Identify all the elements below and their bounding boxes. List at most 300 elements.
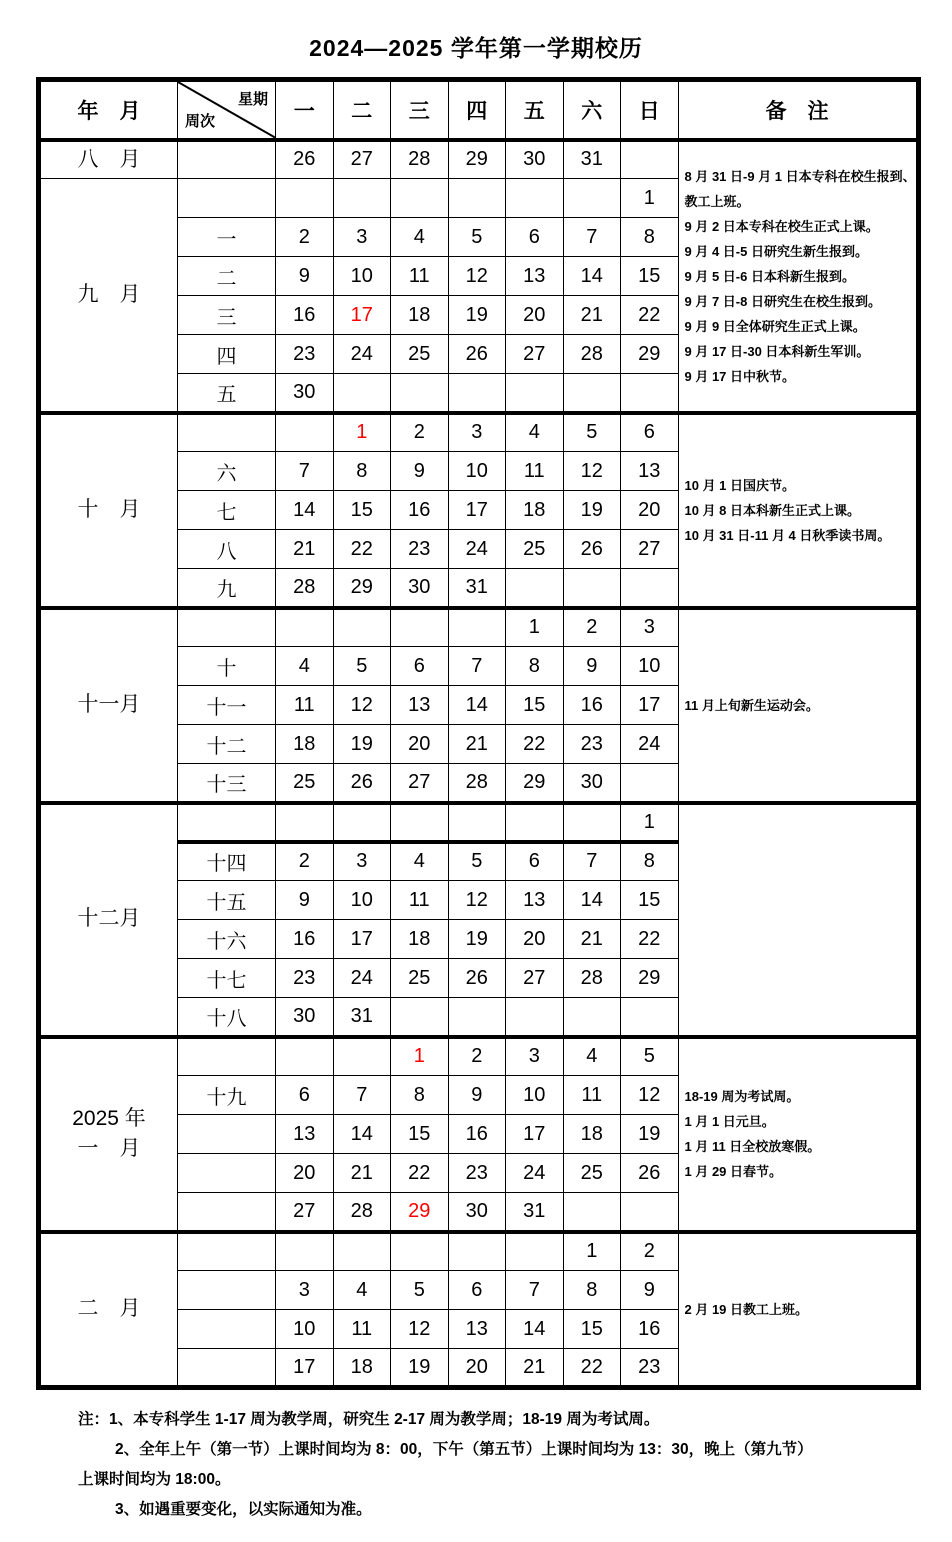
date-cell: 21	[563, 296, 621, 335]
date-cell: 15	[506, 686, 564, 725]
week-number-cell	[178, 1037, 276, 1076]
header-week-diagonal-cell	[178, 80, 276, 140]
date-cell: 11	[563, 1076, 621, 1115]
week-number-cell: 六	[178, 452, 276, 491]
date-cell: 11	[506, 452, 564, 491]
date-cell: 31	[448, 569, 506, 608]
date-cell	[391, 1232, 449, 1271]
date-cell: 9	[391, 452, 449, 491]
date-cell: 3	[448, 413, 506, 452]
week-number-cell: 十三	[178, 764, 276, 803]
date-cell: 24	[333, 335, 391, 374]
date-cell: 19	[448, 920, 506, 959]
week-number-cell: 十九	[178, 1076, 276, 1115]
date-cell: 25	[391, 959, 449, 998]
date-cell: 18	[333, 1349, 391, 1388]
date-cell: 25	[276, 764, 334, 803]
date-cell: 28	[563, 335, 621, 374]
remark-line: 18-19 周为考试周。	[684, 1089, 800, 1104]
date-cell: 15	[621, 881, 679, 920]
date-cell: 8	[506, 647, 564, 686]
date-cell: 18	[506, 491, 564, 530]
note-line-1: 注：1、本专科学生 1-17 周为教学周，研究生 2-17 周为教学周；18-19 周为考试周。	[78, 1411, 660, 1428]
date-cell: 5	[448, 218, 506, 257]
date-cell: 11	[276, 686, 334, 725]
date-cell: 5	[621, 1037, 679, 1076]
calendar-row-december-0	[39, 803, 919, 842]
calendar-row-november-0	[39, 608, 919, 647]
date-cell: 30	[563, 764, 621, 803]
date-cell: 12	[621, 1076, 679, 1115]
date-cell: 27	[391, 764, 449, 803]
date-cell: 1	[621, 803, 679, 842]
date-cell	[333, 608, 391, 647]
date-cell: 13	[506, 881, 564, 920]
week-number-cell	[178, 140, 276, 179]
month-label-line: 十二月	[77, 907, 141, 931]
header-day-fri: 五	[506, 80, 564, 140]
month-label-january	[39, 1037, 178, 1232]
date-cell: 18	[276, 725, 334, 764]
date-cell: 23	[276, 959, 334, 998]
header-day-sat: 六	[563, 80, 621, 140]
date-cell: 5	[333, 647, 391, 686]
date-cell: 27	[621, 530, 679, 569]
date-cell: 14	[563, 881, 621, 920]
date-cell: 11	[391, 257, 449, 296]
date-cell: 9	[276, 257, 334, 296]
week-number-cell	[178, 1271, 276, 1310]
week-number-cell	[178, 1349, 276, 1388]
date-cell: 22	[333, 530, 391, 569]
date-cell: 14	[276, 491, 334, 530]
date-cell: 17	[333, 920, 391, 959]
date-cell: 20	[391, 725, 449, 764]
date-cell: 16	[276, 920, 334, 959]
remark-line: 10 月 1 日国庆节。	[684, 477, 796, 493]
date-cell: 20	[621, 491, 679, 530]
remark-line: 2 月 19 日教工上班。	[684, 1301, 809, 1317]
header-day-sun: 日	[621, 80, 679, 140]
date-cell	[391, 998, 449, 1037]
date-cell: 14	[563, 257, 621, 296]
date-cell: 21	[276, 530, 334, 569]
date-cell: 31	[506, 1193, 564, 1232]
date-cell: 10	[333, 257, 391, 296]
page-title: 2024—2025 学年第一学期校历	[309, 35, 643, 61]
remarks-january	[678, 1037, 918, 1232]
month-label-line: 十一月	[77, 692, 141, 716]
date-cell: 17	[333, 296, 391, 335]
week-number-cell	[178, 1232, 276, 1271]
remark-line: 9 月 17 日-30 日本科新生军训。	[684, 343, 870, 359]
date-cell: 29	[333, 569, 391, 608]
date-cell: 19	[391, 1349, 449, 1388]
date-cell: 24	[448, 530, 506, 569]
date-cell	[506, 998, 564, 1037]
remarks-november	[678, 608, 918, 803]
date-cell	[448, 179, 506, 218]
date-cell: 6	[448, 1271, 506, 1310]
date-cell: 2	[276, 218, 334, 257]
date-cell	[621, 140, 679, 179]
month-label-line: 九 月	[77, 282, 141, 306]
week-number-cell: 十五	[178, 881, 276, 920]
header-week-index-label: 周次	[185, 112, 216, 130]
date-cell: 9	[621, 1271, 679, 1310]
date-cell: 6	[506, 218, 564, 257]
date-cell	[448, 608, 506, 647]
remark-line: 9 月 4 日-5 日研究生新生报到。	[684, 243, 868, 259]
date-cell: 26	[333, 764, 391, 803]
date-cell: 4	[276, 647, 334, 686]
date-cell: 20	[506, 920, 564, 959]
date-cell: 31	[563, 140, 621, 179]
date-cell: 16	[448, 1115, 506, 1154]
week-number-cell: 五	[178, 374, 276, 413]
week-number-cell	[178, 1193, 276, 1232]
date-cell: 25	[391, 335, 449, 374]
date-cell: 6	[621, 413, 679, 452]
date-cell: 2	[276, 842, 334, 881]
month-label-line: 十 月	[77, 497, 141, 521]
date-cell: 22	[621, 296, 679, 335]
remark-line: 11 月上旬新生运动会。	[684, 697, 819, 713]
remarks-august	[678, 140, 918, 413]
date-cell	[506, 569, 564, 608]
date-cell: 18	[391, 920, 449, 959]
date-cell: 24	[333, 959, 391, 998]
date-cell: 21	[506, 1349, 564, 1388]
date-cell: 12	[333, 686, 391, 725]
header-weekday-label: 星期	[237, 91, 268, 108]
date-cell	[621, 1193, 679, 1232]
remark-line: 9 月 17 日中秋节。	[684, 368, 796, 384]
week-number-cell	[178, 1154, 276, 1193]
remark-line: 9 月 7 日-8 日研究生在校生报到。	[684, 293, 881, 309]
date-cell: 2	[563, 608, 621, 647]
date-cell: 26	[448, 959, 506, 998]
date-cell: 12	[391, 1310, 449, 1349]
week-number-cell: 四	[178, 335, 276, 374]
date-cell	[391, 803, 449, 842]
date-cell: 18	[563, 1115, 621, 1154]
remark-line: 1 月 1 日元旦。	[684, 1114, 775, 1129]
date-cell: 30	[276, 374, 334, 413]
header-remarks: 备 注	[678, 80, 918, 140]
date-cell	[448, 803, 506, 842]
date-cell: 27	[276, 1193, 334, 1232]
date-cell	[448, 1232, 506, 1271]
date-cell: 23	[276, 335, 334, 374]
date-cell: 1	[563, 1232, 621, 1271]
date-cell: 13	[621, 452, 679, 491]
date-cell	[563, 998, 621, 1037]
date-cell: 5	[391, 1271, 449, 1310]
date-cell: 14	[506, 1310, 564, 1349]
remark-line: 教工上班。	[684, 193, 750, 209]
date-cell: 7	[563, 842, 621, 881]
week-number-cell: 八	[178, 530, 276, 569]
date-cell: 10	[506, 1076, 564, 1115]
date-cell	[621, 374, 679, 413]
date-cell: 3	[276, 1271, 334, 1310]
header-day-wed: 三	[391, 80, 449, 140]
date-cell: 1	[506, 608, 564, 647]
date-cell: 8	[621, 218, 679, 257]
date-cell: 14	[448, 686, 506, 725]
date-cell: 19	[563, 491, 621, 530]
date-cell	[621, 569, 679, 608]
date-cell: 12	[563, 452, 621, 491]
date-cell: 26	[563, 530, 621, 569]
date-cell	[276, 179, 334, 218]
date-cell: 18	[391, 296, 449, 335]
week-number-cell: 二	[178, 257, 276, 296]
date-cell: 22	[391, 1154, 449, 1193]
date-cell: 16	[276, 296, 334, 335]
date-cell: 28	[276, 569, 334, 608]
date-cell: 31	[333, 998, 391, 1037]
date-cell: 29	[506, 764, 564, 803]
date-cell	[391, 374, 449, 413]
month-label-september	[39, 179, 178, 413]
week-number-cell: 一	[178, 218, 276, 257]
date-cell: 24	[506, 1154, 564, 1193]
date-cell: 30	[506, 140, 564, 179]
date-cell: 2	[621, 1232, 679, 1271]
date-cell: 15	[391, 1115, 449, 1154]
date-cell: 28	[563, 959, 621, 998]
date-cell: 23	[563, 725, 621, 764]
date-cell: 8	[563, 1271, 621, 1310]
date-cell	[333, 1232, 391, 1271]
header-day-thu: 四	[448, 80, 506, 140]
date-cell: 11	[391, 881, 449, 920]
date-cell: 4	[563, 1037, 621, 1076]
week-number-cell	[178, 179, 276, 218]
date-cell: 26	[621, 1154, 679, 1193]
remark-line: 10 月 31 日-11 月 4 日秋季读书周。	[684, 527, 891, 543]
date-cell: 7	[448, 647, 506, 686]
date-cell	[563, 569, 621, 608]
week-number-cell: 十八	[178, 998, 276, 1037]
date-cell	[276, 1037, 334, 1076]
week-number-cell: 七	[178, 491, 276, 530]
week-number-cell: 十七	[178, 959, 276, 998]
date-cell: 26	[276, 140, 334, 179]
date-cell: 8	[333, 452, 391, 491]
date-cell: 28	[391, 140, 449, 179]
date-cell: 12	[448, 257, 506, 296]
date-cell	[563, 803, 621, 842]
header-row	[39, 80, 919, 140]
date-cell	[391, 608, 449, 647]
date-cell	[333, 179, 391, 218]
date-cell: 10	[333, 881, 391, 920]
month-label-november	[39, 608, 178, 803]
date-cell	[276, 413, 334, 452]
date-cell: 9	[563, 647, 621, 686]
date-cell: 27	[506, 959, 564, 998]
month-label-line: 二 月	[77, 1297, 141, 1321]
date-cell: 28	[448, 764, 506, 803]
date-cell: 2	[391, 413, 449, 452]
date-cell: 25	[563, 1154, 621, 1193]
date-cell: 22	[563, 1349, 621, 1388]
note-line-3: 上课时间均为 18:00。	[78, 1471, 231, 1488]
date-cell: 13	[276, 1115, 334, 1154]
remark-line: 1 月 11 日全校放寒假。	[684, 1139, 821, 1154]
date-cell: 9	[276, 881, 334, 920]
date-cell: 25	[506, 530, 564, 569]
date-cell: 23	[621, 1349, 679, 1388]
date-cell: 29	[391, 1193, 449, 1232]
month-label-august	[39, 140, 178, 179]
date-cell: 19	[333, 725, 391, 764]
date-cell	[563, 374, 621, 413]
date-cell: 8	[391, 1076, 449, 1115]
date-cell: 9	[448, 1076, 506, 1115]
date-cell: 6	[391, 647, 449, 686]
month-label-december	[39, 803, 178, 1037]
calendar-row-august-0	[39, 140, 919, 179]
week-number-cell: 十六	[178, 920, 276, 959]
date-cell: 12	[448, 881, 506, 920]
date-cell: 3	[621, 608, 679, 647]
month-label-october	[39, 413, 178, 608]
week-number-cell: 三	[178, 296, 276, 335]
calendar-table	[36, 77, 921, 1390]
date-cell: 20	[506, 296, 564, 335]
date-cell: 16	[391, 491, 449, 530]
calendar-body	[39, 140, 919, 1388]
date-cell: 16	[563, 686, 621, 725]
date-cell: 3	[333, 842, 391, 881]
remark-line: 1 月 29 日春节。	[684, 1164, 783, 1179]
calendar-row-february-0	[39, 1232, 919, 1271]
remarks-december	[678, 803, 918, 1037]
date-cell	[448, 374, 506, 413]
date-cell: 17	[506, 1115, 564, 1154]
header-day-mon: 一	[276, 80, 334, 140]
date-cell	[506, 803, 564, 842]
date-cell: 4	[506, 413, 564, 452]
date-cell: 13	[448, 1310, 506, 1349]
date-cell: 27	[333, 140, 391, 179]
calendar-row-october-0	[39, 413, 919, 452]
remark-line: 9 月 2 日本专科在校生正式上课。	[684, 218, 879, 234]
date-cell: 16	[621, 1310, 679, 1349]
week-number-cell: 十一	[178, 686, 276, 725]
date-cell: 19	[621, 1115, 679, 1154]
date-cell: 21	[448, 725, 506, 764]
date-cell: 1	[333, 413, 391, 452]
remark-line: 9 月 9 日全体研究生正式上课。	[684, 318, 866, 334]
week-number-cell	[178, 1115, 276, 1154]
remark-line: 8 月 31 日-9 月 1 日本专科在校生报到、	[684, 168, 916, 184]
date-cell: 15	[333, 491, 391, 530]
date-cell: 4	[333, 1271, 391, 1310]
week-number-cell	[178, 1310, 276, 1349]
date-cell	[506, 1232, 564, 1271]
date-cell: 28	[333, 1193, 391, 1232]
month-label-line: 一 月	[77, 1137, 141, 1160]
remark-line: 10 月 8 日本科新生正式上课。	[684, 502, 861, 518]
week-number-cell: 十二	[178, 725, 276, 764]
date-cell	[333, 374, 391, 413]
date-cell	[506, 179, 564, 218]
header-day-tue: 二	[333, 80, 391, 140]
date-cell: 20	[448, 1349, 506, 1388]
date-cell: 14	[333, 1115, 391, 1154]
month-label-line: 2025 年	[72, 1106, 146, 1130]
footer-notes	[78, 1405, 912, 1525]
month-label-line: 八 月	[77, 147, 141, 171]
date-cell: 4	[391, 218, 449, 257]
week-number-cell: 十四	[178, 842, 276, 881]
date-cell: 3	[506, 1037, 564, 1076]
date-cell: 7	[563, 218, 621, 257]
date-cell	[333, 1037, 391, 1076]
date-cell: 5	[448, 842, 506, 881]
date-cell: 17	[448, 491, 506, 530]
date-cell: 23	[391, 530, 449, 569]
date-cell: 15	[563, 1310, 621, 1349]
date-cell: 6	[506, 842, 564, 881]
date-cell: 4	[391, 842, 449, 881]
date-cell: 3	[333, 218, 391, 257]
date-cell	[448, 998, 506, 1037]
date-cell: 29	[621, 959, 679, 998]
date-cell	[276, 608, 334, 647]
date-cell	[563, 1193, 621, 1232]
date-cell: 7	[333, 1076, 391, 1115]
date-cell: 26	[448, 335, 506, 374]
date-cell: 30	[448, 1193, 506, 1232]
date-cell: 30	[276, 998, 334, 1037]
date-cell: 21	[563, 920, 621, 959]
week-number-cell	[178, 413, 276, 452]
date-cell: 13	[391, 686, 449, 725]
date-cell: 10	[276, 1310, 334, 1349]
date-cell: 10	[448, 452, 506, 491]
date-cell: 19	[448, 296, 506, 335]
date-cell: 30	[391, 569, 449, 608]
header-year-month: 年 月	[39, 80, 178, 140]
date-cell: 6	[276, 1076, 334, 1115]
date-cell	[333, 803, 391, 842]
date-cell: 23	[448, 1154, 506, 1193]
note-line-4: 3、如遇重要变化，以实际通知为准。	[115, 1501, 372, 1518]
date-cell: 29	[448, 140, 506, 179]
date-cell: 17	[621, 686, 679, 725]
date-cell: 15	[621, 257, 679, 296]
calendar-row-january-0	[39, 1037, 919, 1076]
date-cell: 21	[333, 1154, 391, 1193]
date-cell: 11	[333, 1310, 391, 1349]
date-cell	[276, 803, 334, 842]
date-cell: 22	[621, 920, 679, 959]
date-cell: 1	[391, 1037, 449, 1076]
week-number-cell: 九	[178, 569, 276, 608]
date-cell	[563, 179, 621, 218]
week-number-cell: 十	[178, 647, 276, 686]
date-cell	[621, 764, 679, 803]
month-label-february	[39, 1232, 178, 1388]
date-cell: 27	[506, 335, 564, 374]
date-cell: 2	[448, 1037, 506, 1076]
